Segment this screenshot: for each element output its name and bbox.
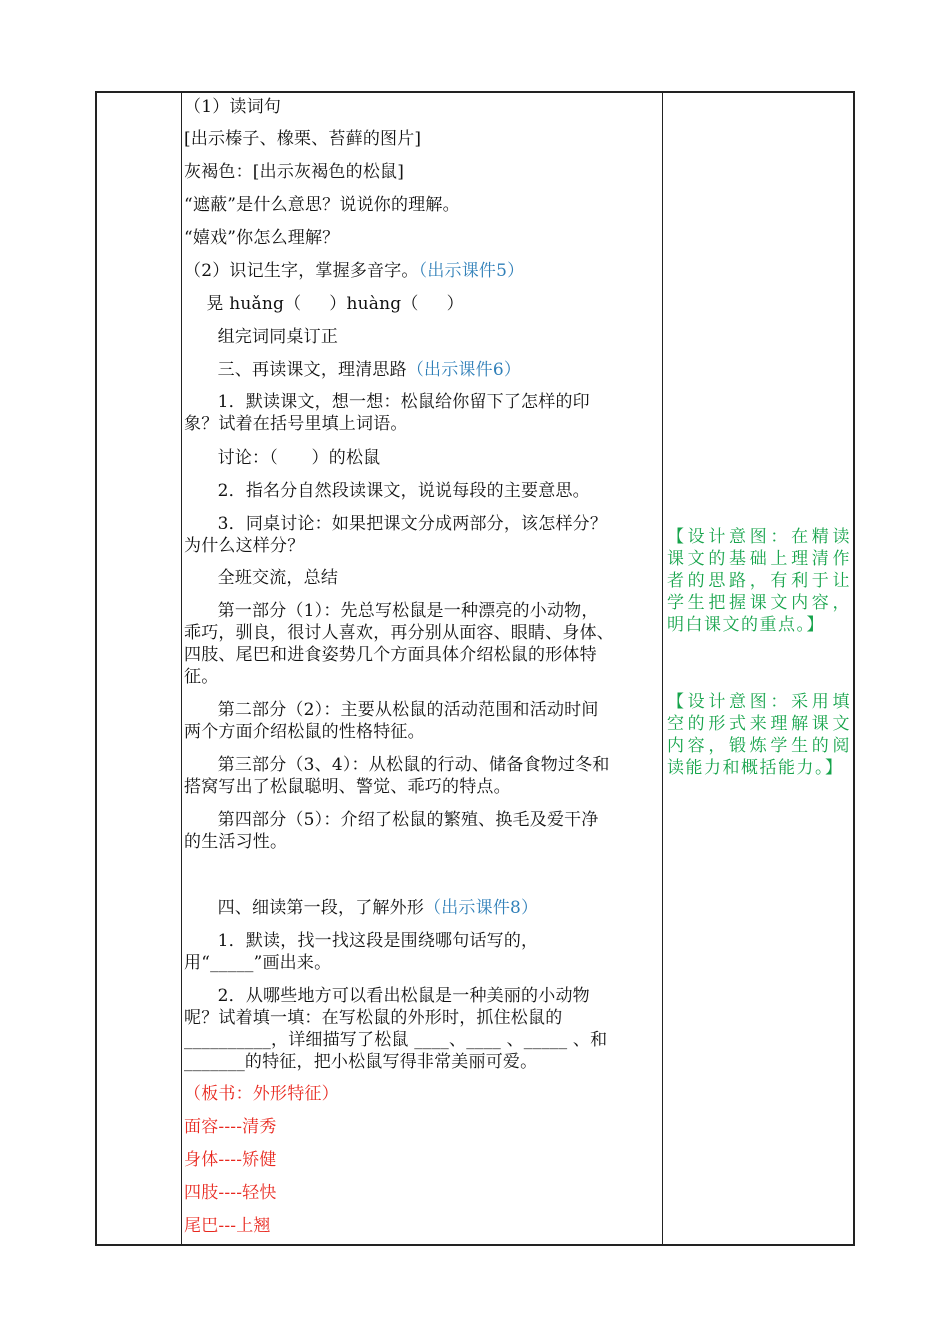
lesson-plan-table [95,91,855,1246]
text-line: 征。 [184,667,219,687]
blackboard-item: 面容----清秀 [184,1117,277,1137]
section-heading [184,359,662,381]
text-line: 第一部分（1）：先总写松鼠是一种漂亮的小动物， [184,601,599,621]
text-line: 组完词同桌订正 [184,327,339,347]
blackboard-item: 尾巴---上翘 [184,1216,271,1236]
text-segment: 四、细读第一段，了解外形 [184,898,425,918]
text-line: 为什么这样分？ [184,536,305,556]
text-line: 1．默读课文，想一想：松鼠给你留下了怎样的印 [184,392,590,412]
courseware-note: （出示课件8） [424,898,539,918]
column-divider-left [181,93,182,1244]
text-line: 四肢、尾巴和进食姿势几个方面具体介绍松鼠的形体特 [184,645,597,665]
text-line: 讨论：（ ）的松鼠 [184,448,381,468]
section-heading [184,897,662,919]
text-line: 两个方面介绍松鼠的性格特征。 [184,722,425,742]
text-line: “嬉戏”你怎么理解？ [184,228,340,248]
text-line: “遮蔽”是什么意思？说说你的理解。 [184,195,460,215]
text-line: 3．同桌讨论：如果把课文分成两部分，该怎样分？ [184,514,608,534]
text-line: 象？试着在括号里填上词语。 [184,414,408,434]
text-line [184,260,662,282]
text-line: 搭窝写出了松鼠聪明、警觉、乖巧的特点。 [184,777,511,797]
text-line: 晃 huǎng（ ）huàng（ ） [184,294,464,314]
text-line: __________，详细描写了松鼠 ____、____ 、_____ 、和 [184,1030,608,1050]
text-line: 2．从哪些地方可以看出松鼠是一种美丽的小动物 [184,986,590,1006]
text-line: 灰褐色：[出示灰褐色的松鼠] [184,162,405,182]
text-line: 全班交流，总结 [184,568,339,588]
text-line: 第二部分（2）：主要从松鼠的活动范围和活动时间 [184,700,599,720]
text-segment: 三、再读课文，理清思路 [184,360,407,380]
text-line: 的生活习性。 [184,832,288,852]
text-line: 呢？试着填一填：在写松鼠的外形时，抓住松鼠的 [184,1008,563,1028]
blackboard-title: （板书：外形特征） [184,1084,339,1104]
text-line: 第三部分（3、4）：从松鼠的行动、储备食物过冬和 [184,755,610,775]
text-segment: （2）识记生字，掌握多音字。 [184,261,419,281]
text-line: [出示榛子、橡栗、苔藓的图片] [184,129,422,149]
text-line: 1．默读，找一找这段是围绕哪句话写的， [184,931,539,951]
text-line: 用“_____”画出来。 [184,953,332,973]
courseware-note: （出示课件5） [418,261,525,281]
text-line: _______的特征，把小松鼠写得非常美丽可爱。 [184,1052,538,1072]
courseware-note: （出示课件6） [406,360,522,380]
text-line: 乖巧，驯良，很讨人喜欢，再分别从面容、眼睛、身体、 [184,623,614,643]
blackboard-item: 身体----矫健 [184,1150,277,1170]
design-intent-note: 【设计意图：在精读课文的基础上理清作者的思路，有利于让学生把握课文内容，明白课文的重点。】 [667,527,851,635]
column-divider-right [662,93,663,1244]
blackboard-item: 四肢----轻快 [184,1183,277,1203]
text-line: （1）读词句 [184,97,282,117]
text-line: 第四部分（5）：介绍了松鼠的繁殖、换毛及爱干净 [184,810,599,830]
design-intent-note: 【设计意图：采用填空的形式来理解课文内容，锻炼学生的阅读能力和概括能力。】 [667,692,851,778]
text-line: 2．指名分自然段读课文，说说每段的主要意思。 [184,481,590,501]
